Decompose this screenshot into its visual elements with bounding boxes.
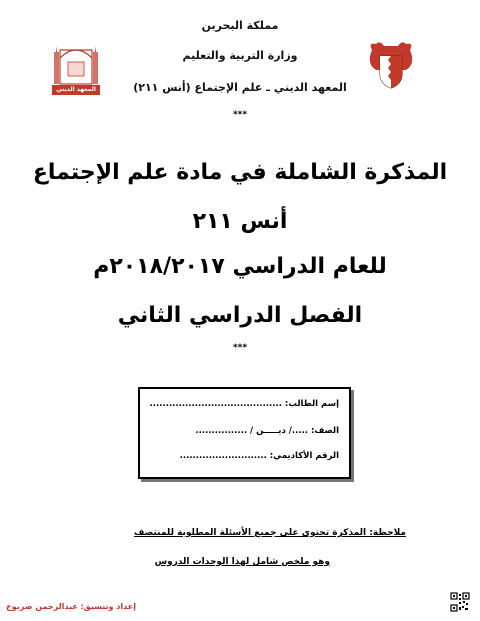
title-year: للعام الدراسي ٢٠١٨/٢٠١٧م — [93, 254, 387, 279]
institute-logo-caption: المعهد الديني — [56, 86, 96, 93]
author-credit: إعداد وتنسيق: عبدالرحمن صربوخ — [6, 602, 136, 611]
title-semester: الفصل الدراسي الثاني — [117, 303, 363, 328]
header-ministry: وزارة التربية والتعليم — [182, 49, 298, 62]
title-course: أنس ٢١١ — [192, 209, 288, 234]
student-info-box — [138, 387, 351, 479]
note-line-1: ملاحظة: المذكرة تحتوى على جميع الأسئلة المطلوبة للمنتصف — [133, 528, 406, 538]
header-stars: *** — [232, 110, 248, 120]
title-main: المذكرة الشاملة في مادة علم الإجتماع — [32, 160, 448, 185]
qr-code-graphic — [450, 592, 470, 612]
student-id-field[interactable]: الرقم الأكاديمي: ........................... — [179, 451, 339, 461]
student-class-field[interactable]: الصف: ...../ ديـــــن / ................ — [195, 426, 339, 436]
qr-code-icon — [450, 592, 470, 612]
student-name-field[interactable]: إسم الطالب: ......................................... — [149, 399, 339, 409]
header-institute: المعهد الديني ـ علم الإجتماع (أنس ٢١١) — [133, 81, 347, 94]
header-country: مملكة البحرين — [201, 19, 279, 32]
note-line-2: وهو ملخص شامل لهذا الوحدات الدروس — [154, 557, 330, 567]
title-stars: *** — [232, 343, 248, 353]
